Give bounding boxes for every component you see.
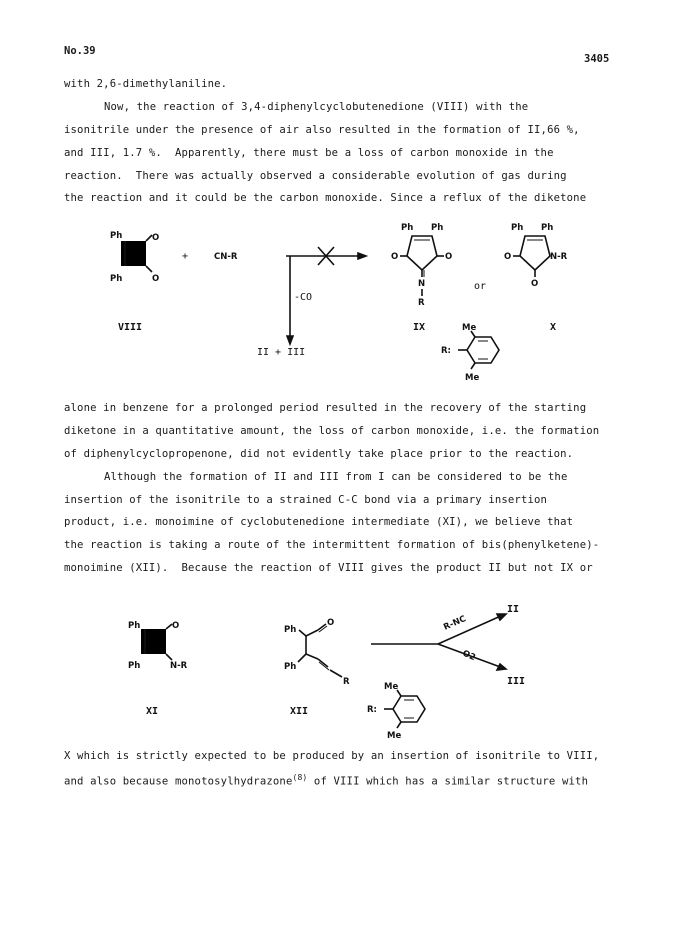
ph-label: Ph [110,274,123,284]
text-line [64,773,588,788]
page-number: 3405 [584,53,610,65]
text-line: isonitrile under the presence of air also resulted in the formation of II,66 %, [64,124,580,136]
ph-label: Ph [128,661,141,671]
text-line: monoimine (XII). Because the reaction of VIII gives the product II but not IX or [64,562,593,574]
compound-label-xi: XI [146,706,159,717]
ph-label: Ph [284,625,297,635]
text-segment: of VIII which has a similar structure with [307,775,589,788]
o-label: O [531,279,539,289]
me-label: Me [387,731,402,741]
text-segment: and also because monotosylhydrazone [64,775,293,788]
structure-xi [128,621,188,717]
text-line: reaction. There was actually observed a considerable evolution of gas during [64,170,567,182]
branching-arrow [371,604,525,687]
products-label: II + III [257,347,306,358]
o-label: O [445,252,453,262]
text-line: and III, 1.7 %. Apparently, there must be a loss of carbon monoxide in the [64,147,554,159]
product-ii-label: II [507,604,520,615]
reference-8[interactable]: (8) [292,773,308,782]
ph-label: Ph [128,621,141,631]
o-label: O [172,621,180,631]
product-iii-label: III [507,676,526,687]
ph-label: Ph [401,223,414,233]
compound-label-ix: IX [413,322,426,333]
r-nc-reagent: R-NC [442,614,468,633]
n-r-label: N-R [550,252,568,262]
text-line: of diphenylcyclopropenone, did not evidently take place prior to the reaction. [64,448,574,460]
minus-co-label: -CO [294,292,313,303]
compound-label-xii: XII [290,706,309,717]
n-r-label: N-R [170,661,188,671]
r-colon-label: R: [441,346,451,356]
me-label: Me [462,323,477,333]
or-label: or [474,281,487,292]
o-label: O [152,233,160,243]
r-label: R [343,677,350,687]
r-label: R [418,298,425,308]
r-group-structure [367,682,425,741]
text-line: X which is strictly expected to be produced by an insertion of isonitrile to VIII, [64,750,600,762]
o-label: O [391,252,399,262]
text-line: product, i.e. monoimine of cyclobutenedione intermediate (XI), we believe that [64,516,574,528]
compound-label-viii: VIII [118,322,143,333]
text-line: the reaction and it could be the carbon monoxide. Since a reflux of the diketone [64,192,587,204]
ph-label: Ph [511,223,524,233]
text-line: diketone in a quantitative amount, the loss of carbon monoxide, i.e. the formation [64,425,600,437]
me-label: Me [465,373,480,383]
ph-label: Ph [541,223,554,233]
ph-label: Ph [431,223,444,233]
journal-number: No.39 [64,45,96,57]
text-line: the reaction is taking a route of the intermittent formation of bis(phenylketene)- [64,539,600,551]
plus-sign: + [182,251,189,262]
text-line: Now, the reaction of 3,4-diphenylcyclobutenedione (VIII) with the [104,101,529,113]
text-line: with 2,6-dimethylaniline. [64,78,228,90]
structure-xii [284,618,350,717]
text-line: alone in benzene for a prolonged period resulted in the recovery of the starting [64,402,587,414]
o-label: O [504,252,512,262]
o-label: O [152,274,160,284]
n-label: N [418,279,426,289]
me-label: Me [384,682,399,692]
ph-label: Ph [110,231,123,241]
ph-label: Ph [284,662,297,672]
o-label: O [327,618,335,628]
r-colon-label: R: [367,705,377,715]
text-line: Although the formation of II and III from I can be considered to be the [104,471,568,483]
o2-reagent: O2 [460,648,477,664]
compound-label-x: X [550,322,557,333]
reagent-isonitrile: CN-R [214,252,238,262]
text-line: insertion of the isonitrile to a strained C-C bond via a primary insertion [64,494,548,506]
